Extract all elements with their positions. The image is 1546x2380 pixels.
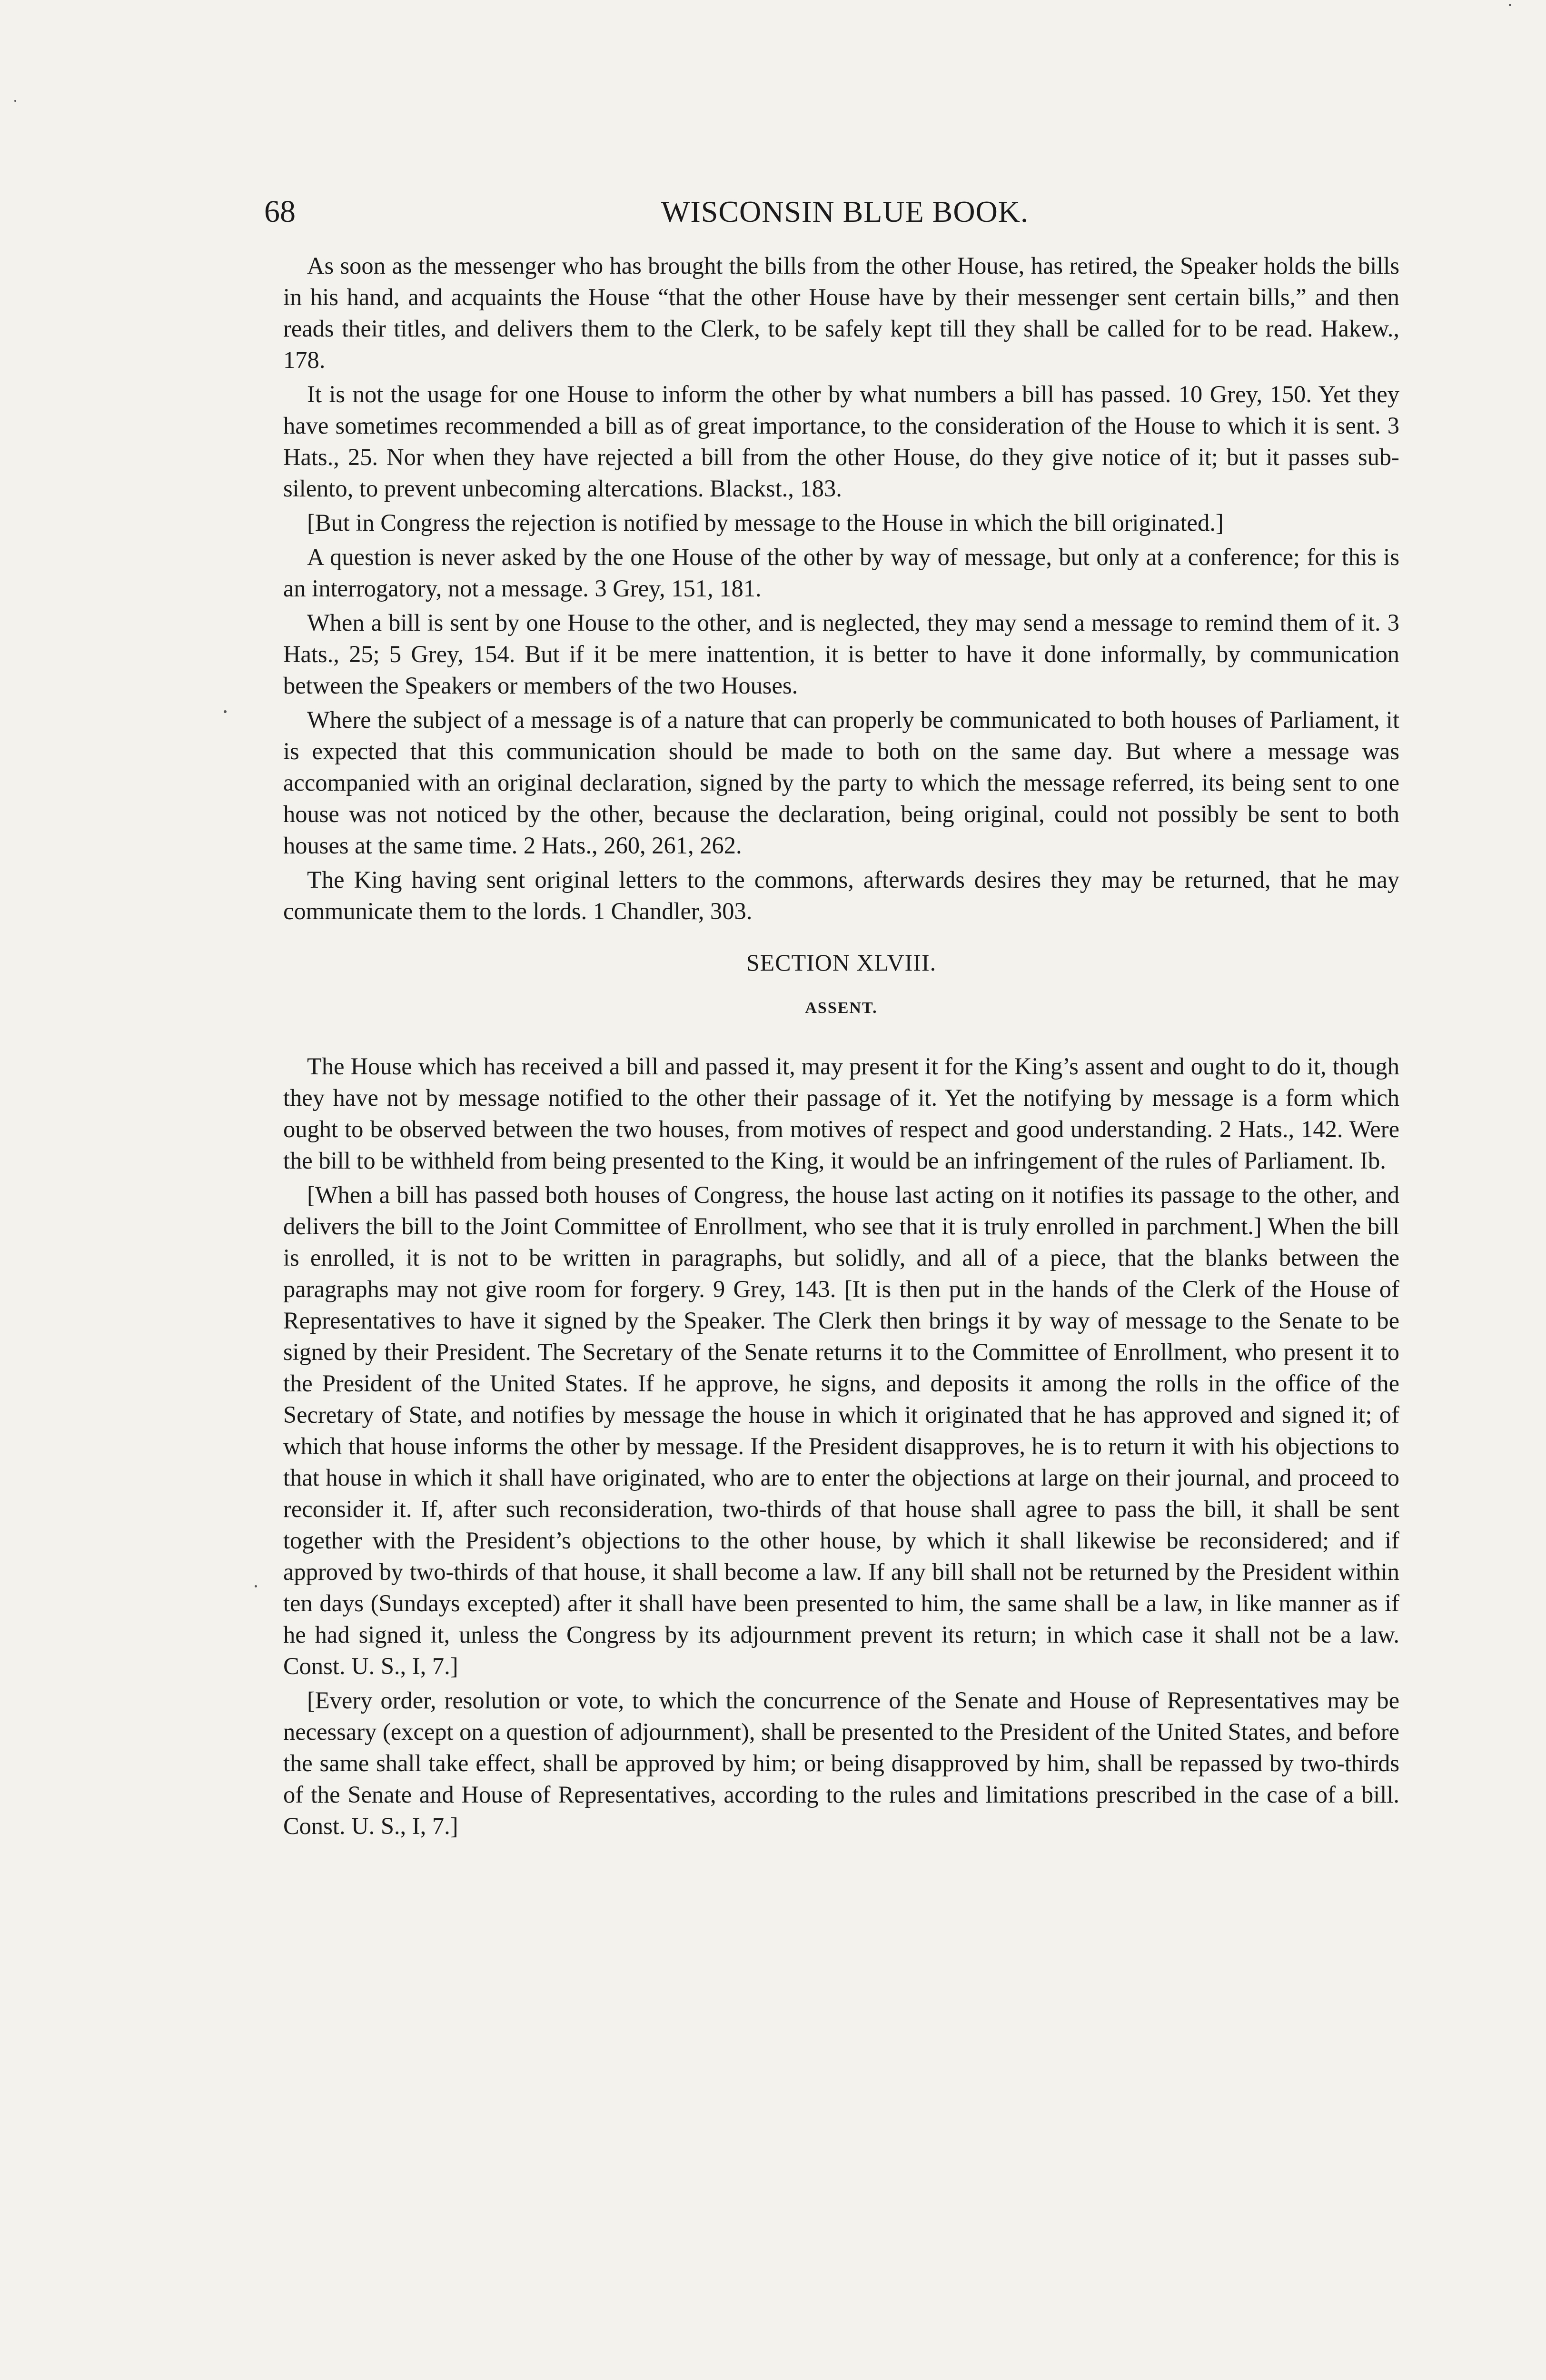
paragraph: As soon as the messenger who has brought the bills from the other House, has retired, the Speaker holds the bills in his hand, and acquaints the House “that the other House have by their messenger sent certain bills,” and then reads their titles, and delivers them to the Clerk, to be safely kept till they shall be called for to be read. Hakew., 178.	[283, 252, 1399, 373]
scan-speck	[1509, 4, 1511, 6]
paragraph: A question is never asked by the one House of the other by way of message, but only at a conference; for this is an interrogatory, not a message. 3 Grey, 151, 181.	[283, 544, 1399, 602]
paragraph: The House which has received a bill and passed it, may present it for the King’s assent and ought to do it, though they have not by message notified to the other their passage of it. Yet the notifying by message is a form which ought to be observed between the two houses, from motives of respect and good understanding. 2 Hats., 142. Were the bill to be withheld from being presented to the King, it would be an infringement of the rules of Parliament. Ib.	[283, 1053, 1399, 1174]
paragraph: It is not the usage for one House to inform the other by what numbers a bill has passed. 10 Grey, 150. Yet they have sometimes recommended a bill as of great importance, to the consideration of the House to which it is sent. 3 Hats., 25. Nor when they have rejected a bill from the other House, do they give notice of it; but it passes sub-silento, to prevent unbecoming altercations. Blackst., 183.	[283, 381, 1399, 502]
paragraph: [When a bill has passed both houses of Congress, the house last acting on it notifies its passage to the other, and delivers the bill to the Joint Committee of Enrollment, who see that it is truly enrolled in parchment.] When the bill is enrolled, it is not to be written in paragraphs, but solidly, and all of a piece, that the blanks between the paragraphs may not give room for forgery. 9 Grey, 143. [It is then put in the hands of the Clerk of the House of Representatives to have it signed by the Speaker. The Clerk then brings it by way of message to the Senate to be signed by their President. The Secretary of the Senate returns it to the Committee of Enrollment, who present it to the President of the United States. If he approve, he signs, and deposits it among the rolls in the office of the Secretary of State, and notifies by message the house in which it originated that he has approved and signed it; of which that house informs the other by message. If the President disapproves, he is to return it with his objections to that house in which it shall have originated, who are to enter the objections at large on their journal, and proceed to reconsider it. If, after such reconsideration, two-thirds of that house shall agree to pass the bill, it shall be sent together with the President’s objections to the other house, by which it shall likewise be reconsidered; and if approved by two-thirds of that house, it shall become a law. If any bill shall not be returned by the President within ten days (Sundays excepted) after it shall have been presented to him, the same shall be a law, in like manner as if he had signed it, unless the Congress by its adjournment prevent its return; in which case it shall not be a law. Const. U. S., I, 7.]	[283, 1181, 1399, 1679]
section-subheading: ASSENT.	[805, 999, 878, 1017]
body-text	[283, 250, 1399, 1844]
paragraph: [But in Congress the rejection is notified by message to the House in which the bill originated.]	[307, 509, 1224, 536]
paragraph: Where the subject of a message is of a nature that can properly be communicated to both houses of Parliament, it is expected that this communication should be made to both on the same day. But where a message was accompanied with an original declaration, signed by the party to which the message referred, its being sent to one house was not noticed by the other, because the declaration, being original, could not possibly be sent to both houses at the same time. 2 Hats., 260, 261, 262.	[283, 706, 1399, 859]
section-heading: SECTION XLVIII.	[746, 949, 937, 976]
scan-speck	[224, 710, 227, 713]
running-head	[264, 188, 1397, 236]
paragraph: [Every order, resolution or vote, to which the concurrence of the Senate and House of Representatives may be necessary (except on a question of adjournment), shall be presented to the President of the United States, and before the same shall take effect, shall be approved by him; or being disapproved by him, shall be repassed by two-thirds of the Senate and House of Representatives, according to the rules and limitations prescribed in the case of a bill. Const. U. S., I, 7.]	[283, 1687, 1399, 1839]
paragraph: The King having sent original letters to the commons, afterwards desires they may be returned, that he may communicate them to the lords. 1 Chandler, 303.	[283, 866, 1399, 924]
scan-speck	[14, 100, 16, 102]
running-title: WISCONSIN BLUE BOOK.	[661, 195, 1029, 228]
paragraph: When a bill is sent by one House to the other, and is neglected, they may send a message to remind them of it. 3 Hats., 25; 5 Grey, 154. But if it be mere inattention, it is better to have it done informally, by communication between the Speakers or members of the two Houses.	[283, 609, 1399, 699]
scan-speck	[255, 1585, 257, 1587]
page-number: 68	[264, 194, 296, 229]
